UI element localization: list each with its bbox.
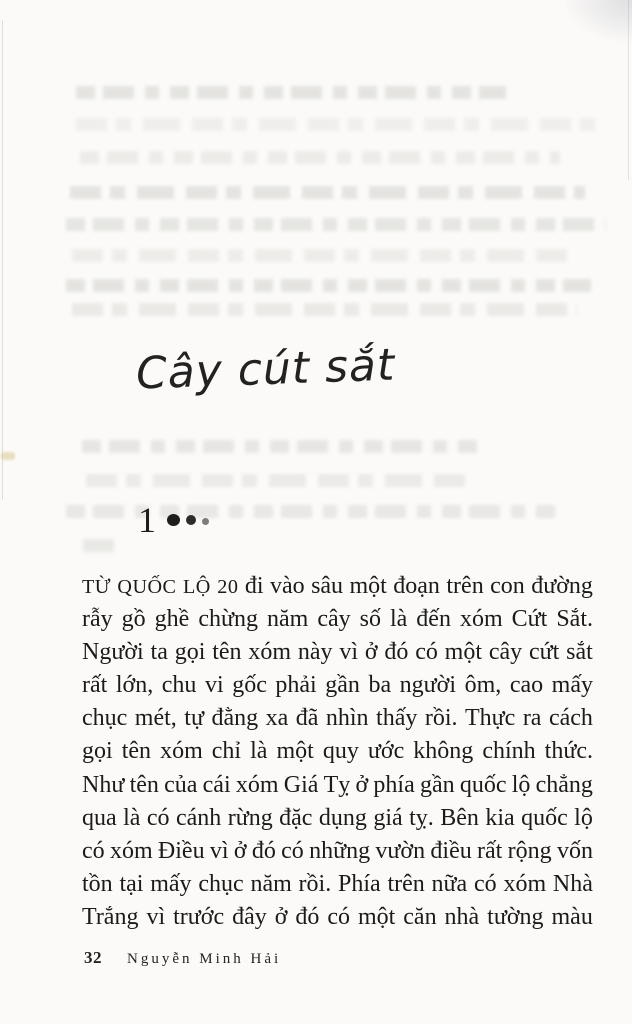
word: qua: [82, 804, 117, 831]
word: mét,: [134, 705, 177, 732]
word: có: [82, 837, 105, 864]
word: lớn,: [115, 672, 154, 699]
word: giá: [373, 804, 403, 831]
word: chính: [482, 738, 536, 765]
word: đặc: [279, 804, 313, 831]
word: tên: [212, 639, 242, 666]
word: sâu: [311, 573, 344, 599]
word: Trắng: [82, 903, 139, 930]
word: chừng: [198, 606, 258, 633]
body-line: [82, 672, 593, 705]
dot-icon: [186, 515, 196, 525]
page-corner-shadow: [562, 0, 632, 45]
word: có: [327, 903, 350, 930]
word: tên: [129, 771, 159, 798]
word: năm: [250, 870, 292, 897]
bleed-through-line: [76, 86, 506, 99]
word: có: [415, 639, 438, 666]
word: là: [250, 738, 268, 765]
word: xa: [265, 705, 289, 732]
word: một: [444, 639, 483, 666]
page-edge-hairline-left: [2, 20, 3, 500]
body-line: [82, 738, 593, 771]
body-line: [82, 904, 593, 937]
word: xóm: [248, 639, 292, 666]
word: quy: [322, 738, 359, 765]
word: đến: [416, 606, 451, 633]
word: Nhà: [552, 870, 593, 897]
word: lộ: [511, 771, 531, 798]
word: cây: [317, 606, 351, 633]
word: đoạn: [393, 573, 440, 599]
word: tại: [119, 870, 144, 897]
body-line: [82, 705, 593, 738]
body-line: [82, 805, 593, 838]
word: ở: [274, 903, 288, 930]
word: rất: [477, 837, 503, 864]
bleed-through-line: [66, 279, 591, 292]
word: trên: [387, 870, 425, 897]
word: đường: [531, 573, 593, 599]
word: gọi: [174, 639, 206, 666]
word: có: [146, 804, 170, 831]
word: rồi.: [424, 705, 458, 732]
word: người: [399, 672, 457, 699]
bleed-through-line: [82, 440, 482, 453]
section-number: 1: [138, 500, 156, 540]
word: rồi.: [298, 870, 332, 897]
word: Người: [82, 639, 144, 666]
word: đã: [295, 705, 319, 732]
word: gồ: [121, 606, 146, 633]
word: vì: [146, 903, 166, 930]
body-line: [82, 838, 593, 871]
word: ở: [364, 639, 378, 666]
word: QUỐC: [117, 576, 177, 598]
word: đó: [384, 639, 409, 666]
word: rộng: [507, 837, 552, 864]
word: rẫy: [82, 606, 113, 633]
word: gốc: [232, 672, 267, 699]
word: cứt: [528, 639, 560, 666]
word: có: [474, 870, 497, 897]
page-footer: [84, 948, 281, 968]
bleed-through-line: [83, 539, 123, 552]
word: vào: [269, 573, 305, 599]
word: cách: [548, 705, 593, 732]
word: ôm,: [464, 672, 502, 699]
word: gần: [419, 771, 455, 798]
word: này: [297, 639, 333, 666]
word: nhìn: [325, 705, 369, 732]
word: tồn: [82, 870, 113, 897]
word: cao: [509, 672, 544, 699]
dot-icon: [167, 514, 180, 526]
word: ghề: [154, 606, 190, 633]
body-line: [82, 772, 593, 805]
word: vi: [204, 672, 224, 699]
word: lộ: [574, 804, 593, 831]
word: chục: [198, 870, 244, 897]
word: ước: [367, 738, 405, 765]
word: ta: [150, 639, 168, 666]
bleed-through-line: [66, 218, 606, 231]
word: nhà: [444, 903, 480, 930]
word: đó: [251, 837, 276, 864]
word: trước: [173, 903, 225, 930]
body-line: [82, 573, 593, 606]
word: xóm: [109, 837, 153, 864]
word: căn: [403, 903, 437, 930]
word: có: [281, 837, 304, 864]
body-text: [82, 573, 593, 937]
word: điều: [430, 837, 472, 864]
word: chỉ: [211, 738, 242, 765]
word: dụng: [318, 804, 367, 831]
word: Phía: [338, 870, 381, 897]
word: Sắt.: [556, 606, 593, 633]
word: rừng: [227, 804, 273, 831]
word: Bên: [440, 804, 479, 831]
word: vì: [209, 837, 229, 864]
word: phía: [373, 771, 415, 798]
word: một: [349, 573, 387, 599]
bleed-through-line: [76, 118, 596, 131]
bleed-through-line: [72, 249, 572, 262]
word: thấy: [376, 705, 418, 732]
word: cây: [488, 639, 523, 666]
word: Thực: [465, 705, 516, 732]
word: xóm: [160, 738, 203, 765]
bleed-through-line: [72, 303, 577, 316]
word: rất: [82, 672, 108, 699]
word: LỘ: [182, 576, 211, 598]
body-line: [82, 871, 593, 904]
word: tường: [487, 903, 544, 930]
word: ba: [368, 672, 392, 699]
word: mấy: [150, 870, 192, 897]
word: TỪ: [82, 576, 111, 598]
section-marker: [138, 501, 209, 539]
word: Tỵ: [323, 771, 351, 798]
word: cái: [202, 771, 231, 798]
bleed-through-line: [86, 474, 471, 487]
word: không: [413, 738, 474, 765]
word: đó: [295, 903, 320, 930]
word: số: [359, 606, 381, 633]
word: màu: [551, 903, 593, 930]
word: phải: [275, 672, 317, 699]
word: năm: [266, 606, 309, 633]
word: là: [389, 606, 408, 633]
word: nữa: [431, 870, 468, 897]
bleed-through-line: [80, 151, 560, 164]
word: của: [164, 771, 198, 798]
word: gần: [325, 672, 360, 699]
word: Cứt: [511, 606, 548, 633]
word: vốn: [556, 837, 593, 864]
word: chẳng: [535, 771, 593, 798]
word: xóm: [459, 606, 503, 633]
page-number: 32: [84, 948, 102, 967]
word: Như: [82, 771, 125, 798]
word: tên: [121, 738, 152, 765]
word: một: [357, 903, 396, 930]
word: thức.: [544, 738, 593, 765]
dot-icon: [202, 518, 209, 525]
word: đây: [232, 903, 267, 930]
word: 20: [217, 576, 239, 598]
word: quốc: [459, 771, 507, 798]
word: là: [123, 804, 141, 831]
word: một: [276, 738, 314, 765]
word: ở: [355, 771, 369, 798]
word: gọi: [82, 738, 113, 765]
word: kia: [485, 804, 515, 831]
body-line: [82, 639, 593, 672]
body-line: [82, 606, 593, 639]
section-dots: [167, 514, 209, 526]
word: vườn: [375, 837, 426, 864]
word: ra: [522, 705, 542, 732]
word: xóm: [503, 870, 547, 897]
chapter-title: Cây cút sắt: [135, 339, 396, 400]
word: cánh: [175, 804, 222, 831]
word: những: [309, 837, 371, 864]
word: tỵ.: [409, 804, 434, 831]
word: con: [490, 573, 525, 599]
word: tự: [184, 705, 204, 732]
word: đằng: [211, 705, 259, 732]
bleed-through-line: [70, 186, 585, 199]
word: quốc: [521, 804, 568, 831]
word: sắt: [566, 639, 593, 666]
word: ở: [233, 837, 247, 864]
author-name: Nguyễn Minh Hải: [127, 951, 282, 967]
word: Giá: [283, 771, 319, 798]
word: đi: [244, 573, 264, 599]
word: xóm: [235, 771, 279, 798]
word: Điều: [157, 837, 205, 864]
word: chu: [161, 672, 197, 699]
word: mấy: [551, 672, 593, 699]
word: vì: [339, 639, 358, 666]
word: trên: [446, 573, 484, 599]
word: chục: [82, 705, 128, 732]
page-edge-mark: [1, 452, 15, 460]
